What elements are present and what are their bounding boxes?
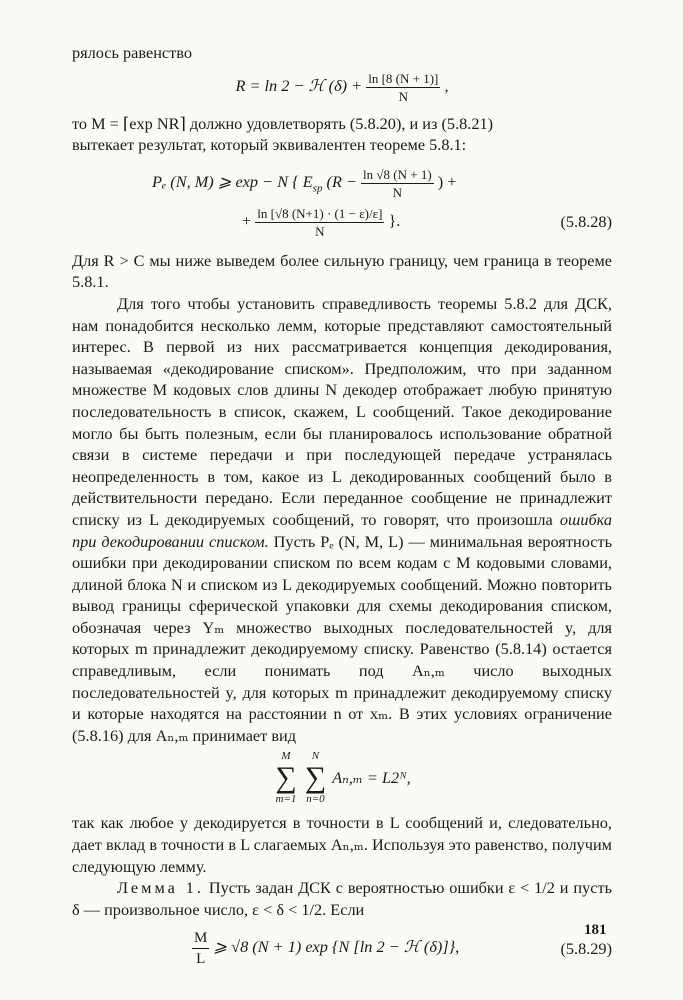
eq2-part-b: E xyxy=(302,172,313,192)
paragraph-2: Для R > C мы ниже выведем более сильную границу, чем граница в теореме 5.8.1. xyxy=(72,250,612,292)
eq1-fraction xyxy=(366,70,440,105)
eq2-numerator-1: ln √8 (N + 1) xyxy=(363,166,432,182)
eq2-denominator-1: N xyxy=(392,184,403,200)
page-body xyxy=(72,42,612,969)
eq1-comma: , xyxy=(444,75,449,95)
sum-over-n xyxy=(305,750,326,806)
equation-number-5-8-29: (5.8.29) xyxy=(560,939,612,959)
sum-n-upper: N xyxy=(311,750,320,763)
paragraph-3-emphasis: ошибка при декодировании списком. xyxy=(72,509,613,551)
equation-5-8-29 xyxy=(72,928,612,969)
paragraph-0: рялось равенство xyxy=(72,43,192,62)
page-number: 181 xyxy=(584,922,607,938)
eq1-left: R = ln 2 − ℋ (δ) + xyxy=(235,75,363,95)
eq2-denominator-2: N xyxy=(315,223,325,239)
paragraph-3 xyxy=(72,293,612,746)
eq1-denominator: N xyxy=(398,88,408,104)
sigma-icon: ∑ xyxy=(275,761,297,795)
eq2-part-e: + xyxy=(242,211,252,231)
sum-m-lower: m=1 xyxy=(275,793,297,806)
eq2-part-a: Pₑ (N, M) ⩾ exp − N { xyxy=(152,172,299,192)
equation-5-8-28: Pₑ (N, M) ⩾ exp − N { $E_{sp}$ (R − $\frac{\ln √8 (N + 1)}{N}$ ) + xyxy=(152,166,457,200)
eq3-fraction xyxy=(192,928,209,969)
paragraph-3-text: Для того чтобы установить справедливость теоремы 5.8.2 для ДСК, нам понадобится несколько лемм, которые представляют самостоятельный интерес. В первой из них рассматривается концепция декодирования, называемая «декодирование списком». Предположим, что при заданном множестве M кодовых слов длины N декодер отображает любую принятую последовательность в список, скажем, L сообщений. Такое декодирование могло бы быть полезным, если бы планировалось использование обратной связи в системе передачи и при последующей передаче устранялась неопределенность в том, какое из L декодированных сообщений было в действительности передано. Если переданное сообщение не принадлежит списку из L декодируемых сообщений, то говорят, что произошла xyxy=(72,293,612,529)
eq3-numerator: M xyxy=(192,928,209,949)
equation-number-5-8-28: (5.8.28) xyxy=(560,212,612,232)
paragraph-1-line-1: то M = ⌈exp NR⌉ должно удовлетворять (5.8.20), и из (5.8.21) xyxy=(72,113,494,133)
eq3-rhs: ⩾ √8 (N + 1) exp {N [ln 2 − ℋ (δ)]}, xyxy=(213,937,460,957)
sum-n-lower: n=0 xyxy=(306,793,325,806)
eq3-denominator: L xyxy=(196,951,206,968)
lemma-text: Пусть задан ДСК с вероятностью ошибки ε < 1/2 и пусть δ — произвольное число, ε < δ < 1/2. Если xyxy=(72,878,612,919)
eq2-part-d: ) + xyxy=(437,172,457,192)
eq2-part-c: (R − xyxy=(326,172,357,192)
sum-over-m xyxy=(275,750,296,806)
eq2-part-f: }. xyxy=(388,211,401,231)
paragraph-3-continuation: Пусть Pₑ (N, M, L) — минимальная вероятность ошибки при декодировании списком по всем кодам с M кодовыми словами, длиной блока N и списком из L декодируемых сообщений. Можно повторить вывод границы сферической упаковки для схемы декодирования списком, обозначая через Yₘ множество выходных последовательностей y, для которых m принадлежит декодируемому списку. Равенство (5.8.14) остается справедливым, если понимать под Aₙ,ₘ число выходных последовательностей y, для которых m принадлежит декодируемому списку и которые находятся на расстоянии n от xₘ. В этих условиях ограничение (5.8.16) для Aₙ,ₘ принимает вид xyxy=(72,531,613,745)
equation-rate xyxy=(72,70,612,105)
eq1-numerator: ln [8 (N + 1)] xyxy=(368,70,439,86)
eq2-fraction-2 xyxy=(255,205,384,240)
lemma-label: Лемма 1. xyxy=(117,878,204,898)
paragraph-4: так как любое y декодируется в точности в L сообщений и, следовательно, дает вклад в точности в L слагаемых Aₙ,ₘ. Используя это равенство, получим следующую лемму. xyxy=(72,813,612,876)
equation-sum xyxy=(72,750,612,806)
eq2-numerator-2: ln [√8 (N+1) · (1 − ε)/ε] xyxy=(257,205,383,221)
sigma-icon: ∑ xyxy=(304,761,327,795)
equation-5-8-28-line-2 xyxy=(72,205,612,240)
eq2-fraction-1 xyxy=(361,166,434,201)
paragraph-1-line-2: вытекает результат, который эквивалентен теореме 5.8.1: xyxy=(72,135,467,155)
paragraph-5 xyxy=(72,877,612,920)
sum-rhs: Aₙ,ₘ = L2ᴺ, xyxy=(332,768,411,788)
sum-m-upper: M xyxy=(281,750,291,763)
